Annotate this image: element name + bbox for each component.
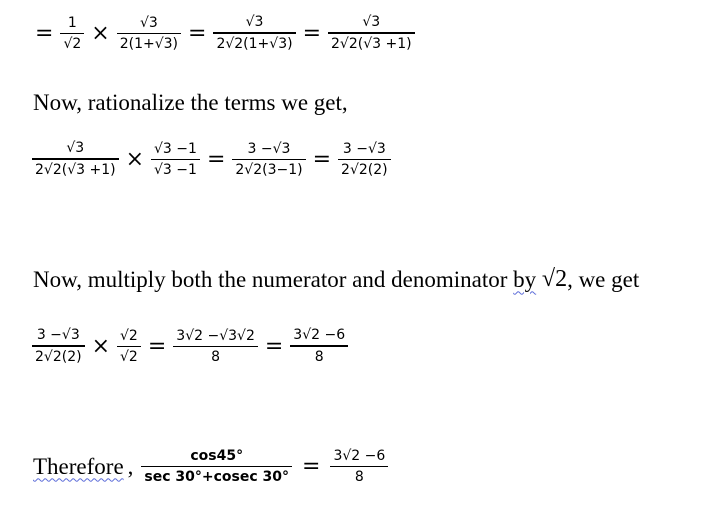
equation-line-3: [30, 327, 350, 365]
denominator: 2√2(3−1): [235, 161, 303, 178]
fraction-conjugate: [151, 141, 200, 178]
numerator: √3: [362, 14, 381, 30]
numerator: 3 −√3: [342, 140, 386, 157]
numerator: 3√2 −6: [293, 327, 346, 343]
numerator: 3√2 −√3√2: [176, 327, 255, 344]
spellcheck-word-by: by: [513, 266, 537, 292]
fraction-expanded: [173, 328, 258, 365]
equals-sign: =: [302, 20, 321, 46]
times-sign: ×: [91, 333, 111, 359]
conclusion-line: [33, 448, 390, 485]
fraction-start: [32, 140, 119, 178]
numerator: 3√2 −6: [333, 448, 386, 464]
equals-sign: =: [147, 333, 167, 359]
denominator: sec 30°+cosec 30°: [144, 469, 290, 485]
fraction-simplified: [338, 141, 391, 178]
fraction-root-three-over-sum: [117, 15, 181, 52]
denominator: 2√2(2): [35, 349, 82, 365]
denominator: 8: [314, 349, 324, 365]
fraction-combined: [213, 14, 295, 52]
multiply-instruction: [33, 266, 639, 293]
numerator: √3: [139, 14, 158, 31]
fraction-final-answer: [330, 448, 388, 485]
equals-sign: =: [35, 20, 54, 46]
equation-line-1: [30, 14, 417, 52]
numerator: cos45°: [190, 448, 244, 464]
equals-sign: =: [264, 333, 284, 359]
denominator: 8: [211, 348, 221, 365]
fraction-trig-expression: [141, 448, 292, 485]
numerator: √3: [66, 140, 85, 156]
times-sign: ×: [125, 146, 145, 172]
denominator: 2√2(2): [341, 161, 388, 178]
fraction-root-two-over-root-two: [117, 328, 141, 365]
denominator: √2: [63, 35, 82, 52]
root-two-radical: √2: [541, 266, 568, 292]
fraction-start: [32, 327, 85, 365]
denominator: 2(1+√3): [119, 35, 178, 52]
rationalize-instruction: Now, rationalize the terms we get,: [33, 90, 348, 115]
spellcheck-word-therefore: Therefore: [33, 453, 124, 479]
numerator: √3: [245, 14, 264, 30]
times-sign: ×: [91, 20, 110, 46]
comma: ,: [127, 453, 134, 479]
fraction-reordered: [328, 14, 415, 52]
fraction-product: [232, 141, 305, 178]
denominator: 8: [354, 469, 364, 485]
denominator: 2√2(1+√3): [216, 36, 293, 52]
numerator: 3 −√3: [36, 327, 80, 343]
equals-sign: =: [302, 454, 321, 479]
multiply-instruction-tail: , we get: [567, 266, 640, 292]
denominator: √2: [120, 348, 138, 365]
equation-line-2: [30, 140, 393, 178]
equals-sign: =: [188, 20, 207, 46]
multiply-instruction-text: Now, multiply both the numerator and denominator: [33, 266, 514, 292]
fraction-one-over-root-two: [60, 15, 84, 52]
numerator: √3 −1: [154, 140, 197, 157]
denominator: 2√2(√3 +1): [331, 36, 412, 52]
numerator: √2: [120, 327, 138, 344]
denominator: 2√2(√3 +1): [35, 162, 116, 178]
denominator: √3 −1: [154, 161, 197, 178]
equals-sign: =: [312, 146, 332, 172]
numerator: 1: [67, 14, 77, 31]
fraction-result: [290, 327, 348, 365]
equals-sign: =: [206, 146, 226, 172]
numerator: 3 −√3: [247, 140, 291, 157]
